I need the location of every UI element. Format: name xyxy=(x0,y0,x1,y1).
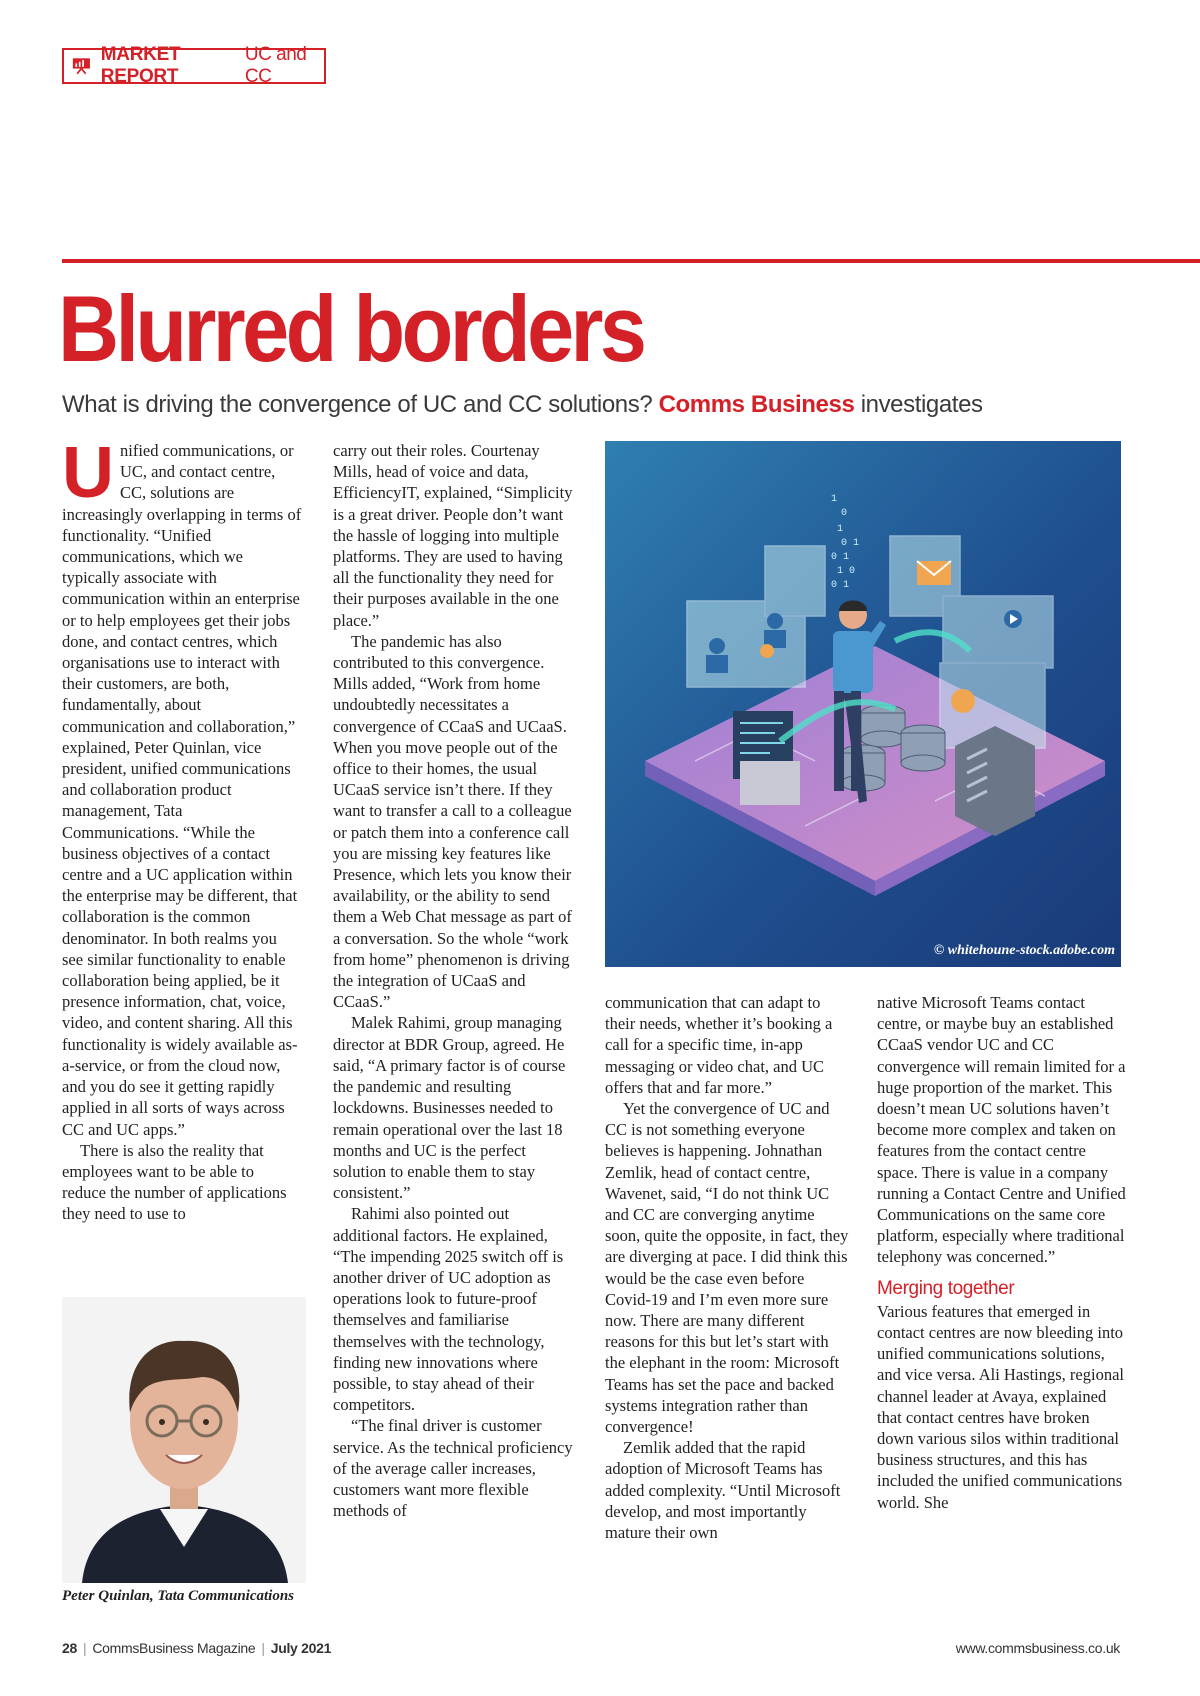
article-paragraph: Zemlik added that the rapid adoption of Microsoft Teams has added complexity. “Until Microsoft develop, and most importantly mature their own xyxy=(605,1438,841,1543)
magazine-name: CommsBusiness Magazine xyxy=(92,1640,256,1656)
page-number: 28 xyxy=(62,1640,77,1656)
issue-date: July 2021 xyxy=(270,1640,332,1656)
standfirst-brand: Comms Business xyxy=(658,391,855,418)
article-paragraph: nified communications, or UC, and contact centre, CC, solutions are increasingly overlapping in terms of functionality. “Unified communications, which we typically associate with communication within an enterprise or to help employees get their jobs done, and contact centres, which organisations use to interact with their customers, are both, fundamentally, about communication and collaboration,” explained, Peter Quinlan, vice president, unified communications and collaboration product management, Tata Communications. “While the business objectives of a contact centre and a UC application within the enterprise may be different, that collaboration is the common denominator. In both realms you see similar functionality to enable collaboration being applied, be it presence information, chat, voice, video, and content sharing. All this functionality is widely available as-a-service, or from the cloud now, and you do see it getting rapidly applied in all sorts of ways across CC and UC apps.” xyxy=(62,441,302,1139)
article-paragraph: Yet the convergence of UC and CC is not something everyone believes is happening. Johnathan Zemlik, head of contact centre, Wavenet, said, “I do not think UC and CC are converging anytime soon, quite the opposite, in fact, they are diverging at pace. I did think this would be the case even before Covid-19 and I’m even more sure now. There are many different reasons for this but let’s start with the elephant in the room: Microsoft Teams has set the pace and backed systems integration rather than convergence! xyxy=(605,1099,849,1437)
section-tag-light: UC and CC xyxy=(244,44,307,87)
article-paragraph: The pandemic has also contributed to this convergence. Mills added, “Work from home undoubtedly necessitates a convergence of CCaaS and UCaaS. When you move people out of the office to their homes, the usual UCaaS service isn’t there. If they want to transfer a call to a colleague or patch them into a conference call you are missing key features like Presence, which lets you know their availability, or the ability to send them a Web Chat message as part of a conversation. So the whole “work from home” phenomenon is driving the integration of UCaaS and CCaaS.” xyxy=(333,631,572,1012)
drop-cap: U xyxy=(62,433,114,513)
article-illustration xyxy=(605,441,1121,967)
portrait-illustration xyxy=(62,1297,306,1583)
convergence-illustration xyxy=(605,441,1121,967)
headline: Blurred borders xyxy=(58,276,644,381)
article-paragraph: Rahimi also pointed out additional factors. He explained, “The impending 2025 switch off is another driver of UC adoption as operations look to future-proof themselves and familiarise themselves with the technology, finding new innovations where possible, to stay ahead of their competitors. xyxy=(333,1204,564,1415)
subheading: Merging together xyxy=(877,1277,1015,1299)
standfirst-after: investigates xyxy=(860,391,983,418)
article-paragraph: There is also the reality that employees want to be able to reduce the number of applications they need to use to xyxy=(62,1140,287,1224)
article-column-4 xyxy=(877,992,1127,1513)
article-paragraph: “The final driver is customer service. As the technical proficiency of the average caller increases, customers want more flexible methods of xyxy=(333,1416,573,1521)
svg-text:1: 1 xyxy=(837,524,844,535)
standfirst-question: What is driving the convergence of UC and CC solutions? xyxy=(62,391,653,418)
svg-text:1: 1 xyxy=(831,494,838,505)
portrait-photo xyxy=(62,1297,306,1583)
presentation-board-icon xyxy=(72,56,91,76)
article-paragraph: carry out their roles. Courtenay Mills, head of voice and data, EfficiencyIT, explained, “Simplicity is a great driver. People don’t want the hassle of logging into multiple platforms. They are used to having all the functionality they need for their purposes available in the one place.” xyxy=(333,441,573,630)
website-link[interactable]: www.commsbusiness.co.uk xyxy=(955,1640,1120,1656)
headline-rule xyxy=(62,259,1200,263)
section-tag-bold: MARKET REPORT xyxy=(100,44,181,87)
article-column-3 xyxy=(605,992,850,1543)
article-paragraph: Malek Rahimi, group managing director at BDR Group, agreed. He said, “A primary factor is of course the pandemic and resulting lockdowns. Businesses needed to remain operational over the last 18 months and UC is the perfect solution to enable them to stay consistent.” xyxy=(333,1013,566,1203)
svg-text:0 1: 0 1 xyxy=(831,552,850,563)
svg-text:0 1: 0 1 xyxy=(831,580,850,591)
svg-text:0: 0 xyxy=(841,508,848,519)
article-paragraph: Various features that emerged in contact centres are now bleeding into unified communications solutions, and vice versa. Ali Hastings, regional channel leader at Avaya, explained that contact centres have broken down various silos within traditional business structures, and this has included the unified communications world. She xyxy=(877,1301,1124,1512)
article-column-2 xyxy=(333,440,577,1521)
article-column-1 xyxy=(62,433,302,1225)
svg-text:1 0: 1 0 xyxy=(837,566,856,577)
svg-text:0 1: 0 1 xyxy=(841,538,860,549)
section-tag xyxy=(62,44,326,87)
image-credit: © whitehoune-stock.adobe.com xyxy=(933,943,1115,958)
article-paragraph: native Microsoft Teams contact centre, or maybe buy an established CCaaS vendor UC and CC convergence will remain limited for a huge proportion of the market. This doesn’t mean UC solutions haven’t become more complex and taken on features from the contact centre space. There is value in a company running a Contact Centre and Unified Communications on the same core platform, especially where traditional telephony was concerned.” xyxy=(877,993,1126,1267)
photo-caption: Peter Quinlan, Tata Communications xyxy=(62,1588,294,1604)
footer-left: 28 | CommsBusiness Magazine | July 2021 xyxy=(62,1640,332,1656)
article-paragraph: communication that can adapt to their needs, whether it’s booking a call for a specific time, in-app messaging or video chat, and UC offers that and far more.” xyxy=(605,993,833,1097)
standfirst xyxy=(62,391,983,419)
